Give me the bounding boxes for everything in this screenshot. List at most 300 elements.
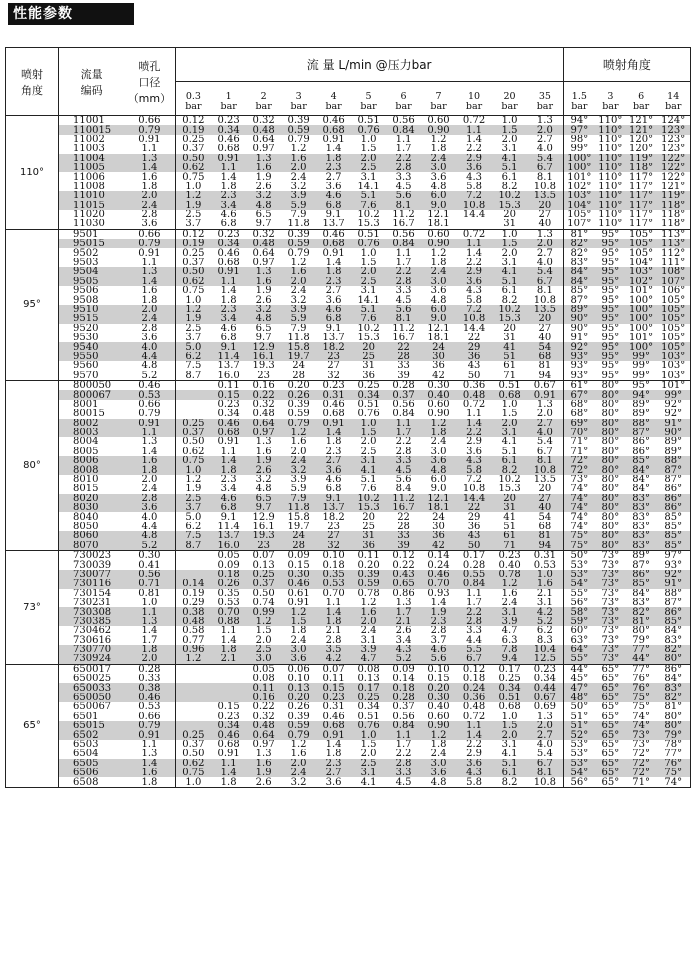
flow-value: 0.61 (287, 588, 310, 598)
table-row (6, 258, 691, 267)
spray-angle-value: 92° (664, 409, 683, 419)
flow-value: 24 (432, 512, 445, 522)
spray-angle-value: 110° (595, 201, 626, 210)
flow-value: 4.8 (421, 465, 456, 474)
table-row (6, 267, 691, 276)
spray-angle-value: 88° (626, 419, 657, 428)
spray-angle-value: 105° (661, 323, 686, 333)
flow-value: 0.56 (392, 711, 415, 721)
flow-value: 4.2 (527, 607, 563, 616)
flow-value: 7.6 (351, 201, 386, 210)
spray-angle-value: 79° (632, 635, 650, 645)
spray-angle-value: 95° (595, 267, 626, 276)
orifice-diameter: 1.6 (124, 456, 175, 465)
flow-value: 0.19 (175, 589, 211, 598)
flow-value: 1.4 (456, 419, 492, 428)
spray-angle-value: 120° (629, 144, 654, 154)
spray-angle-value: 99° (626, 352, 657, 361)
table-row (6, 352, 691, 361)
spray-angle-value: 80° (595, 503, 626, 512)
flow-value: 0.84 (386, 721, 421, 730)
flow-value: 20 (538, 484, 552, 494)
spray-angle-value: 81° (664, 702, 683, 712)
flow-value: 1.5 (492, 125, 527, 134)
flow-value: 5.9 (290, 484, 307, 494)
flow-value: 0.13 (252, 560, 275, 570)
flow-value: 15.3 (351, 219, 386, 229)
flow-value: 0.28 (462, 560, 486, 570)
flow-value: 5.9 (281, 314, 316, 323)
spray-angle-value: 85° (563, 286, 595, 295)
flow-value: 7.9 (290, 209, 307, 220)
flow-value: 5.4 (527, 267, 563, 276)
flow-value: 5.4 (527, 154, 563, 163)
flow-value: 0.07 (322, 664, 345, 675)
flow-value: 1.9 (421, 607, 456, 616)
flow-value: 3.1 (492, 607, 527, 616)
flow-value: 0.34 (533, 674, 556, 684)
flow-value: 0.09 (392, 664, 415, 675)
spray-angle-value: 100° (626, 342, 657, 351)
flow-value: 2.5 (360, 446, 377, 457)
flow-value: 0.76 (357, 409, 380, 419)
orifice-diameter: 0.91 (124, 419, 175, 428)
flow-code: 9560 (73, 361, 99, 371)
flow-value: 0.11 (217, 380, 240, 391)
flow-value: 61 (492, 531, 527, 540)
flow-value: 0.20 (287, 380, 310, 391)
spray-angle-value: 71° (563, 447, 595, 456)
flow-value: 0.75 (175, 768, 211, 777)
flow-value (175, 712, 211, 721)
flow-value (175, 400, 211, 409)
flow-value: 15.3 (351, 503, 386, 512)
flow-value: 36 (421, 531, 456, 540)
spray-pressure-unit: bar (571, 101, 588, 112)
orifice-diameter: 0.46 (124, 693, 175, 702)
spray-angle-value: 82° (656, 645, 690, 654)
flow-value: 0.74 (252, 597, 275, 608)
flow-value: 0.58 (175, 626, 211, 635)
flow-value: 8.2 (492, 465, 527, 474)
spray-angle-value: 105° (629, 229, 654, 240)
spray-angle-value: 103° (626, 267, 657, 276)
flow-value: 0.76 (351, 239, 386, 248)
flow-value: 0.37 (392, 702, 415, 712)
flow-value: 40 (527, 219, 563, 229)
spray-angle-value: 120° (629, 134, 654, 145)
spray-angle-value: 75° (632, 702, 650, 712)
flow-value: 13.5 (533, 474, 556, 485)
flow-value: 8.1 (536, 286, 553, 296)
spray-angle-value: 73° (601, 597, 620, 608)
flow-value: 1.9 (175, 201, 211, 210)
spray-angle-value: 80° (601, 474, 620, 485)
pressure-unit: bar (255, 101, 272, 112)
flow-value: 2.7 (325, 172, 342, 182)
orifice-diameter: 1.0 (141, 597, 158, 608)
table-row (6, 626, 691, 635)
spray-pressure-value: 14 (667, 91, 680, 102)
flow-value: 1.4 (456, 730, 492, 739)
flow-value: 1.4 (325, 144, 342, 154)
spray-angle-value: 87° (626, 428, 657, 437)
pressure-value: 3 (295, 91, 302, 102)
spray-angle-value: 83° (632, 521, 650, 532)
flow-value: 0.48 (246, 239, 281, 248)
flow-value: 4.3 (456, 768, 492, 777)
flow-value: 36 (351, 371, 386, 381)
flow-value: 0.50 (175, 154, 211, 163)
flow-value: 3.6 (430, 172, 447, 182)
flow-value: 1.0 (175, 777, 211, 787)
flow-value: 3.6 (325, 181, 342, 192)
flow-value: 0.30 (421, 693, 456, 702)
spray-angle-value: 89° (632, 550, 650, 561)
spray-angle-value: 95° (601, 332, 620, 343)
flow-value: 6.5 (255, 209, 272, 220)
spray-angle-value: 113° (656, 239, 690, 248)
table-row (6, 248, 691, 257)
flow-code: 9502 (73, 248, 99, 258)
flow-value: 0.79 (287, 248, 310, 258)
flow-value: 0.50 (252, 588, 275, 598)
flow-value: 1.2 (175, 475, 211, 484)
flow-value: 2.0 (290, 446, 307, 457)
flow-value: 1.0 (501, 229, 518, 240)
spray-angle-value: 95° (601, 323, 620, 333)
flow-value: 1.1 (211, 163, 246, 172)
flow-value: 5.1 (492, 277, 527, 286)
flow-value: 5.0 (175, 512, 211, 521)
table-row (6, 683, 691, 692)
pressure-unit: bar (360, 101, 377, 112)
flow-value: 20 (527, 314, 563, 323)
flow-code: 9503 (73, 257, 99, 268)
spray-angle-value: 105° (626, 239, 657, 248)
flow-value: 15.8 (281, 342, 316, 351)
flow-value: 2.2 (466, 257, 482, 268)
table-row (6, 229, 691, 239)
orifice-diameter: 1.1 (141, 739, 158, 750)
flow-value: 3.7 (175, 503, 211, 512)
flow-value: 14.1 (357, 181, 380, 192)
flow-value: 1.1 (386, 419, 421, 428)
flow-code: 11004 (59, 154, 125, 163)
flow-code: 6502 (59, 730, 125, 739)
spray-angle-value: 110° (595, 125, 626, 134)
spray-pressure-unit: bar (665, 101, 682, 112)
spray-angle-value: 123° (661, 144, 686, 154)
spray-angle-value: 75° (656, 768, 690, 777)
spray-angle-value: 72° (626, 768, 657, 777)
flow-value: 36 (351, 541, 386, 551)
header-pressure (351, 82, 386, 116)
spray-angle-value: 89° (632, 399, 650, 410)
flow-value: 8.1 (536, 172, 553, 182)
flow-value: 12.9 (252, 512, 275, 522)
spray-angle-value: 54° (563, 768, 595, 777)
flow-value: 1.0 (351, 419, 386, 428)
flow-value: 40 (527, 503, 563, 512)
flow-value: 12.1 (427, 209, 450, 220)
spray-angle-value: 113° (661, 229, 686, 240)
flow-value: 4.0 (527, 428, 563, 437)
header-code-line1: 流量 (80, 67, 103, 81)
spray-angle-value: 73° (595, 617, 626, 626)
spray-angle-value: 110° (598, 181, 623, 192)
header-pressure (281, 82, 316, 116)
flow-value: 2.0 (281, 277, 316, 286)
flow-value: 0.32 (252, 399, 275, 410)
pressure-unit: bar (325, 101, 342, 112)
spray-angle-value: 73° (601, 626, 620, 636)
flow-code: 730616 (73, 635, 112, 645)
orifice-diameter: 1.4 (141, 446, 158, 457)
pressure-value: 20 (503, 91, 516, 102)
flow-value: 0.40 (498, 560, 521, 570)
flow-value: 2.0 (281, 163, 316, 172)
spray-angle-value: 100° (629, 323, 654, 333)
flow-value: 2.4 (421, 154, 456, 163)
flow-value: 0.23 (498, 550, 521, 561)
flow-value: 0.93 (427, 588, 450, 598)
spray-angle-value: 69° (563, 419, 595, 428)
spray-angle-value: 83° (626, 494, 657, 503)
flow-value: 3.6 (456, 163, 492, 172)
flow-value: 2.4 (281, 456, 316, 465)
flow-code: 8060 (59, 531, 125, 540)
flow-code: 9570 (59, 371, 125, 381)
spray-angle-value: 80° (595, 541, 626, 551)
orifice-diameter: 1.3 (124, 154, 175, 163)
flow-value: 1.8 (290, 626, 307, 636)
table-row (6, 465, 691, 474)
flow-value: 0.48 (462, 702, 486, 712)
flow-value: 15.3 (357, 332, 380, 343)
flow-value: 16.1 (252, 521, 275, 532)
flow-value (211, 683, 246, 692)
table-row (6, 589, 691, 598)
flow-value: 3.2 (255, 474, 272, 485)
flow-code: 8002 (59, 419, 125, 428)
flow-value: 0.07 (252, 550, 275, 561)
flow-value: 4.5 (395, 181, 412, 192)
flow-value: 0.31 (322, 702, 345, 712)
flow-value: 0.32 (252, 229, 275, 240)
flow-value: 1.2 (246, 617, 281, 626)
header-spray-pressure (563, 82, 595, 116)
pressure-unit: bar (185, 101, 202, 112)
flow-value: 2.0 (351, 617, 386, 626)
orifice-diameter: 0.71 (124, 579, 175, 588)
spray-angle-value: 80° (664, 711, 683, 721)
flow-value: 0.36 (456, 693, 492, 702)
flow-value: 7.8 (492, 645, 527, 654)
flow-code: 11002 (73, 134, 105, 145)
flow-value: 1.9 (175, 314, 211, 323)
flow-code: 95015 (59, 239, 125, 248)
flow-value: 0.32 (252, 115, 275, 126)
table-row (6, 712, 691, 721)
orifice-diameter: 4.0 (141, 512, 158, 522)
flow-value: 0.84 (456, 579, 492, 588)
flow-value (175, 409, 211, 418)
flow-value: 0.43 (386, 570, 421, 579)
flow-value: 9.4 (492, 654, 527, 664)
orifice-diameter: 0.30 (138, 550, 161, 561)
flow-code: 730154 (73, 588, 112, 598)
flow-value: 3.7 (430, 635, 447, 645)
flow-value: 1.6 (255, 446, 272, 457)
pressure-value: 7 (435, 91, 442, 102)
spray-angle-value: 123° (656, 125, 690, 134)
spray-angle-value: 53° (563, 759, 595, 768)
flow-value: 0.48 (456, 390, 492, 399)
flow-value: 42 (421, 541, 456, 551)
flow-value: 27 (527, 494, 563, 503)
flow-value: 4.5 (386, 465, 421, 474)
spray-angle-value: 110° (595, 219, 626, 229)
spray-angle-value: 86° (632, 437, 650, 447)
table-row (6, 116, 691, 126)
flow-value: 2.8 (386, 759, 421, 768)
header-pressure (386, 82, 421, 116)
flow-value: 1.4 (466, 134, 482, 145)
spray-angle-value: 60° (563, 626, 595, 635)
flow-value: 3.2 (290, 181, 307, 192)
flow-value: 0.39 (287, 711, 310, 721)
flow-code: 11020 (73, 209, 105, 220)
table-row (6, 654, 691, 664)
flow-code: 6508 (59, 777, 125, 787)
spray-angle-value: 100° (629, 295, 654, 305)
spray-angle-value: 86° (656, 607, 690, 616)
flow-value: 1.4 (325, 257, 342, 268)
spray-angle-value: 122° (661, 172, 686, 182)
spray-angle-value: 74° (656, 777, 690, 787)
spray-angle-value: 80° (601, 446, 620, 457)
flow-value: 6.1 (492, 456, 527, 465)
flow-value: 3.2 (281, 465, 316, 474)
spray-angle-value: 82° (563, 248, 595, 257)
flow-value: 23 (316, 352, 351, 361)
spray-angle-value: 93° (664, 560, 683, 570)
spray-angle-value: 85° (626, 456, 657, 465)
flow-value: 0.17 (462, 550, 486, 561)
flow-value: 1.3 (536, 399, 553, 410)
spray-angle-value: 68° (563, 400, 595, 409)
flow-value: 3.1 (501, 144, 518, 154)
flow-value: 32 (316, 541, 351, 551)
flow-value: 0.68 (316, 239, 351, 248)
flow-value: 5.4 (536, 749, 553, 759)
spray-angle-value: 73° (601, 588, 620, 598)
table-row (6, 144, 691, 153)
flow-value: 0.68 (217, 144, 240, 154)
flow-value: 0.90 (421, 125, 456, 134)
spray-angle-value: 45° (563, 674, 595, 683)
flow-value: 2.4 (501, 597, 518, 608)
flow-value: 0.68 (498, 702, 521, 712)
flow-value: 2.8 (325, 635, 342, 645)
spray-angle-value: 103° (656, 352, 690, 361)
orifice-diameter: 1.3 (141, 437, 158, 447)
spray-angle-value: 103° (656, 371, 690, 381)
spray-angle-value: 119° (626, 154, 657, 163)
flow-value: 0.14 (427, 550, 450, 561)
header-spray-title: 喷射角度 (563, 48, 690, 82)
pressure-value: 4 (330, 91, 337, 102)
flow-value: 0.46 (211, 419, 246, 428)
spray-angle-value: 99° (626, 371, 657, 381)
spray-angle-value: 86° (664, 664, 683, 675)
flow-value: 5.6 (386, 191, 421, 200)
flow-value: 32 (316, 371, 351, 381)
spray-angle-value: 95° (595, 342, 626, 351)
orifice-diameter: 2.0 (124, 305, 175, 314)
flow-value (175, 390, 211, 399)
flow-value: 7.6 (360, 484, 377, 494)
flow-value: 8.2 (501, 295, 518, 305)
flow-value: 0.25 (351, 693, 386, 702)
spray-angle-value: 88° (656, 456, 690, 465)
pressure-value: 1 (225, 91, 232, 102)
flow-code: 80015 (73, 409, 105, 419)
table-row (6, 390, 691, 399)
table-row (6, 484, 691, 493)
table-row (6, 607, 691, 616)
spray-angle-value: 53° (563, 570, 595, 579)
flow-value: 3.6 (281, 654, 316, 664)
flow-value: 9.1 (220, 512, 237, 522)
orifice-diameter: 0.66 (138, 229, 161, 240)
flow-code: 65015 (59, 721, 125, 730)
flow-value: 2.8 (386, 163, 421, 172)
flow-value: 8.1 (527, 456, 563, 465)
spray-angle-value: 95° (595, 352, 626, 361)
flow-value: 4.1 (351, 465, 386, 474)
spray-angle-value: 91° (656, 419, 690, 428)
flow-value: 2.3 (325, 446, 342, 457)
flow-value: 1.8 (430, 739, 447, 750)
flow-value: 2.7 (527, 730, 563, 739)
spray-angle-value: 98° (563, 135, 595, 144)
flow-value: 4.0 (536, 739, 553, 750)
spray-angle-value: 89° (563, 305, 595, 314)
flow-value: 0.18 (386, 683, 421, 692)
flow-value: 3.0 (421, 163, 456, 172)
flow-value: 22 (386, 342, 421, 351)
flow-value: 1.2 (430, 134, 447, 145)
spray-angle-value: 80° (601, 521, 620, 532)
spray-angle-value: 92° (664, 399, 683, 410)
flow-value: 2.5 (175, 210, 211, 219)
spray-angle-value: 65° (595, 730, 626, 739)
flow-value: 2.9 (456, 267, 492, 276)
flow-value: 2.6 (255, 181, 272, 192)
orifice-diameter: 1.8 (124, 777, 175, 787)
spray-angle-value: 65° (595, 759, 626, 768)
table-row (6, 740, 691, 749)
flow-code: 800050 (73, 380, 112, 391)
flow-value: 2.0 (281, 759, 316, 768)
flow-value: 10.8 (527, 777, 563, 787)
pressure-unit: bar (536, 101, 554, 112)
flow-value: 0.34 (211, 125, 246, 134)
spray-angle-value: 72° (563, 465, 595, 474)
flow-value: 1.0 (360, 248, 377, 258)
